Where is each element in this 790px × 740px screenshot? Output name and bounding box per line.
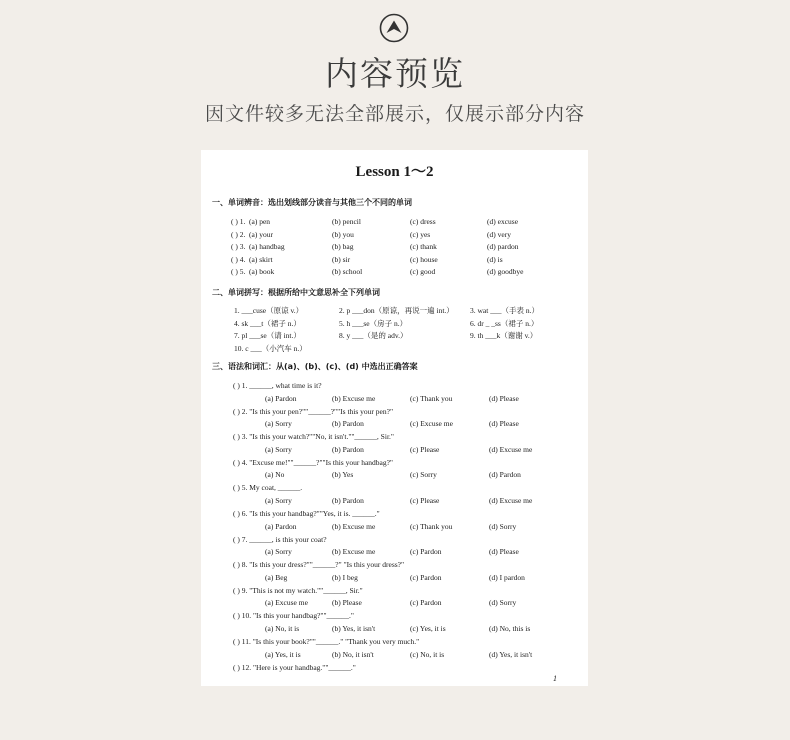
option-d: (d) Excuse me: [489, 495, 533, 505]
part3-question: [201, 586, 588, 598]
option-b: (b) you: [332, 229, 354, 239]
part3-question: [201, 637, 588, 649]
part1-row: [201, 267, 588, 279]
option-c: (c) Thank you: [410, 521, 453, 531]
option-b: (b) Excuse me: [332, 547, 376, 557]
option-d: (d) is: [487, 254, 503, 264]
option-b: (b) No, it isn't: [332, 649, 374, 659]
blank-item: 8. y ___（是的 adv.）: [339, 331, 408, 340]
option-d: (d) Yes, it isn't: [489, 649, 533, 659]
option-d: (d) very: [487, 229, 511, 239]
part1-row: [201, 230, 588, 242]
part3-question: [201, 407, 588, 419]
option-c: (c) Please: [410, 495, 440, 505]
option-d: (d) pardon: [487, 242, 519, 251]
option-a: (a) handbag: [249, 242, 285, 251]
part3-options: [201, 547, 588, 559]
question-stem: ( ) 7. ______, is this your coat?: [233, 534, 327, 544]
option-a: (a) pen: [249, 217, 271, 226]
option-b: (b) bag: [332, 242, 354, 251]
part3-options: [201, 445, 588, 457]
blank-item: 7. pl ___se（请 int.）: [234, 331, 301, 340]
part3-question: [201, 560, 588, 572]
option-a: (a) Pardon: [265, 393, 297, 403]
blank-item: 1. ___cuse（原谅 v.）: [234, 306, 304, 315]
question-stem: ( ) 6. "Is this your handbag?""Yes, it is. ______.": [233, 509, 380, 518]
option-b: (b) Pardon: [332, 419, 364, 429]
option-d: (d) excuse: [487, 217, 519, 226]
option-b: (b) sir: [332, 254, 351, 264]
part2-row: [201, 318, 588, 330]
chevron-up-circle-icon: [379, 13, 409, 43]
option-d: (d) Please: [489, 393, 519, 403]
option-a: (a) book: [249, 267, 275, 276]
option-a: (a) Pardon: [265, 521, 297, 531]
option-a: (a) skirt: [249, 254, 273, 264]
option-c: (c) Excuse me: [410, 419, 453, 429]
part3-question: [201, 381, 588, 393]
option-c: (c) Pardon: [410, 547, 442, 557]
part2-row: [201, 305, 588, 317]
option-d: (d) No, this is: [489, 623, 531, 633]
question-number: ( ) 2.: [231, 229, 246, 239]
question-stem: ( ) 2. "Is this your pen?""______?""Is this your pen?": [233, 406, 394, 416]
option-c: (c) Sorry: [410, 470, 437, 480]
option-b: (b) Pardon: [332, 495, 364, 505]
part1-row: [201, 217, 588, 229]
blank-item: 6. dr _ _ss（裙子 n.）: [470, 318, 539, 328]
option-d: (d) Please: [489, 547, 519, 557]
question-number: ( ) 5.: [231, 267, 246, 276]
option-a: (a) your: [249, 229, 273, 239]
part3-question: [201, 483, 588, 495]
part2-row: [201, 343, 588, 355]
blank-item: 3. wat ___（手表 n.）: [470, 306, 539, 315]
part3-options: [201, 470, 588, 482]
part3-options: [201, 573, 588, 585]
option-d: (d) Pardon: [489, 470, 521, 480]
document-preview: [201, 150, 588, 686]
page-number: 1: [553, 674, 557, 683]
question-stem: ( ) 10. "Is this your handbag?""______.": [233, 611, 354, 621]
option-d: (d) Sorry: [489, 521, 517, 531]
question-stem: ( ) 1. ______, what time is it?: [233, 381, 322, 390]
part3-options: [201, 496, 588, 508]
part3-options: [201, 419, 588, 431]
option-d: (d) Excuse me: [489, 444, 533, 454]
question-stem: ( ) 5. My coat, ______.: [233, 483, 303, 493]
option-a: (a) Beg: [265, 572, 288, 582]
option-a: (a) Excuse me: [265, 598, 308, 608]
option-b: (b) Yes: [332, 470, 354, 480]
option-c: (c) thank: [410, 242, 437, 251]
blank-item: 2. p ___don（原谅，再说一遍 int.）: [339, 306, 454, 315]
part3-options: [201, 624, 588, 636]
option-b: (b) I beg: [332, 572, 358, 582]
question-number: ( ) 3.: [231, 242, 246, 251]
part3-options: [201, 650, 588, 662]
blank-item: 5. h ___se（房子 n.）: [339, 318, 408, 328]
option-c: (c) Pardon: [410, 572, 442, 582]
option-c: (c) Thank you: [410, 393, 453, 403]
page-subtitle: 因文件较多无法全部展示，仅展示部分内容: [204, 103, 585, 125]
option-b: (b) Please: [332, 598, 362, 608]
part1-row: [201, 255, 588, 267]
part1-row: [201, 242, 588, 254]
option-c: (c) house: [410, 254, 438, 264]
lesson-title: Lesson 1～2: [355, 164, 434, 180]
section-heading-3: 三、语法和词汇：从(a)、(b)、(c)、(d) 中选出正确答案: [212, 362, 418, 371]
blank-item: 10. c ___（小汽车 n.）: [234, 343, 307, 353]
option-c: (c) dress: [410, 217, 436, 226]
option-c: (c) yes: [410, 229, 431, 239]
option-c: (c) Yes, it is: [410, 623, 446, 633]
section-heading-1: 一、单词辨音：选出划线部分读音与其他三个不同的单词: [212, 198, 412, 207]
part3-question: [201, 432, 588, 444]
option-c: (c) good: [410, 267, 436, 276]
part3-question: [201, 611, 588, 623]
question-number: ( ) 1.: [231, 217, 246, 226]
question-stem: ( ) 9. "This is not my watch.""______, Sir.": [233, 585, 363, 595]
section-heading-2: 二、单词拼写：根据所给中文意思补全下列单词: [212, 288, 380, 297]
option-c: (c) Please: [410, 444, 440, 454]
option-c: (c) Pardon: [410, 598, 442, 608]
question-number: ( ) 4.: [231, 254, 246, 264]
blank-item: 4. sk ___t（裙子 n.）: [234, 318, 301, 328]
option-c: (c) No, it is: [410, 649, 445, 659]
blank-item: 9. th ___k（谢谢 v.）: [470, 331, 538, 340]
question-stem: ( ) 11. "Is this your book?""______." "Thank you very much.": [233, 637, 420, 646]
option-d: (d) goodbye: [487, 267, 524, 276]
option-b: (b) pencil: [332, 217, 361, 226]
part3-options: [201, 394, 588, 406]
option-d: (d) Please: [489, 419, 519, 429]
option-b: (b) Pardon: [332, 444, 364, 454]
part3-options: [201, 522, 588, 534]
part3-question: [201, 458, 588, 470]
option-b: (b) Yes, it isn't: [332, 623, 376, 633]
option-a: (a) No, it is: [265, 623, 300, 633]
option-a: (a) No: [265, 470, 285, 480]
part3-question: [201, 535, 588, 547]
part2-row: [201, 330, 588, 342]
option-a: (a) Sorry: [265, 495, 292, 505]
option-a: (a) Sorry: [265, 444, 292, 454]
option-b: (b) Excuse me: [332, 521, 376, 531]
page-title: 内容预览: [325, 54, 465, 93]
part3-question: [201, 509, 588, 521]
option-b: (b) Excuse me: [332, 393, 376, 403]
question-stem: ( ) 4. "Excuse me!""______?""Is this your handbag?": [233, 457, 393, 467]
part3-options: [201, 598, 588, 610]
option-d: (d) I pardon: [489, 572, 525, 582]
option-d: (d) Sorry: [489, 598, 517, 608]
question-stem: ( ) 12. "Here is your handbag.""______.": [233, 662, 356, 672]
option-b: (b) school: [332, 267, 363, 276]
option-a: (a) Sorry: [265, 547, 292, 557]
question-stem: ( ) 8. "Is this your dress?""______?" "Is this your dress?": [233, 560, 405, 570]
option-a: (a) Yes, it is: [265, 649, 301, 659]
part3-question: [201, 663, 588, 675]
question-stem: ( ) 3. "Is this your watch?""No, it isn't.""______, Sir.": [233, 432, 394, 442]
option-a: (a) Sorry: [265, 419, 292, 429]
